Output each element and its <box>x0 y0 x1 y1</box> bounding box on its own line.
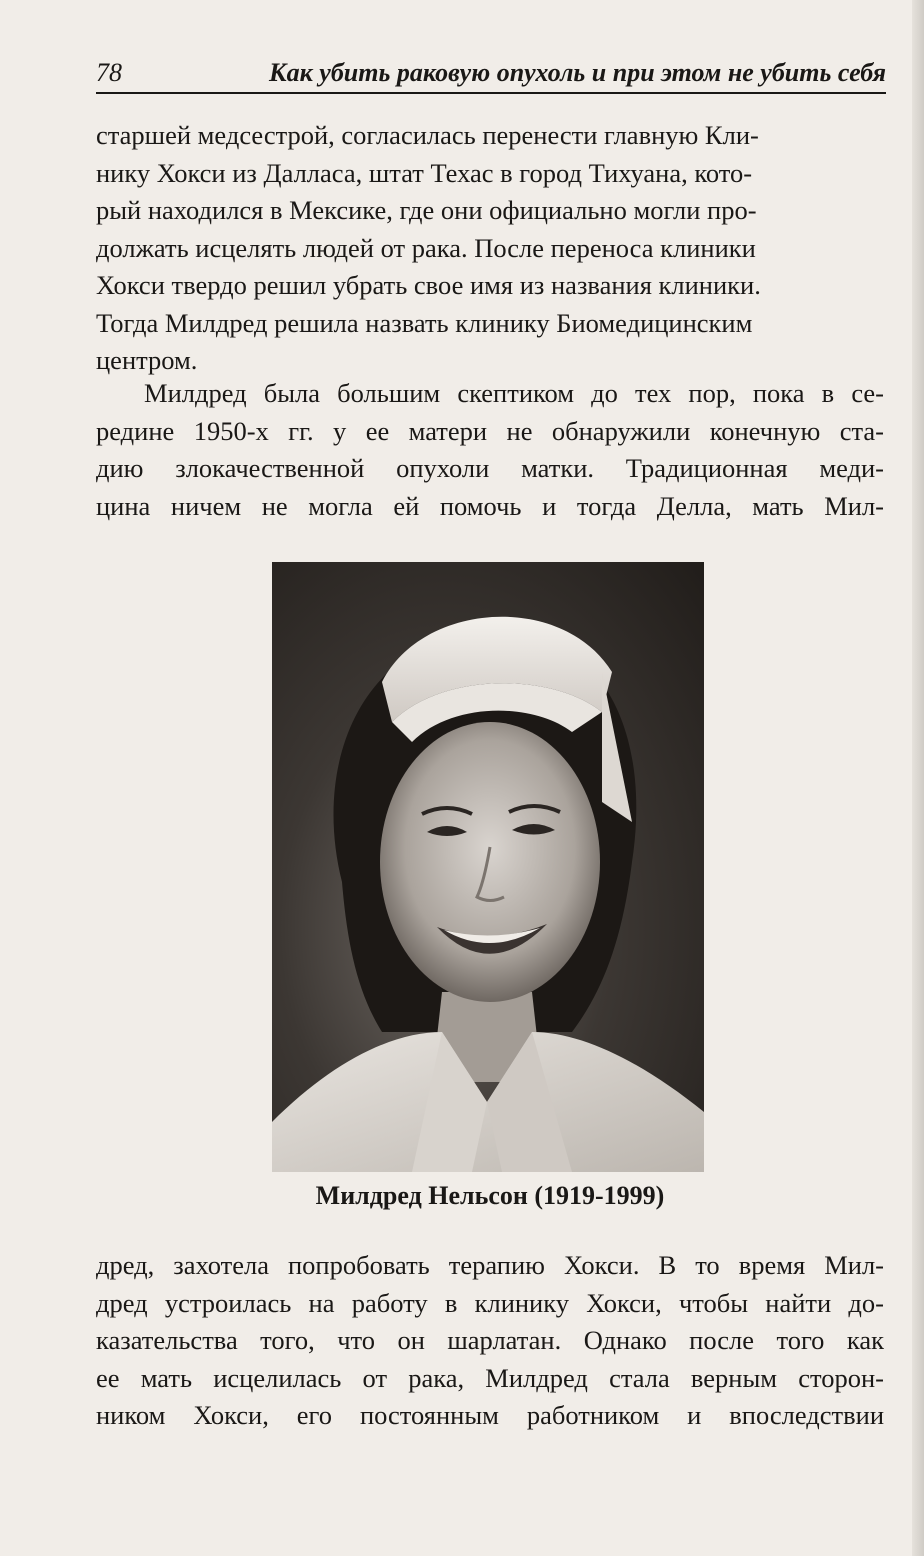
paragraph-1 <box>96 117 884 380</box>
text-line: Милдред была большим скептиком до тех пор, пока в се- <box>144 378 884 408</box>
text-line: Тогда Милдред решила назвать клинику Биомедицинским <box>96 307 753 338</box>
page-number: 78 <box>96 58 122 87</box>
portrait-photo <box>272 562 704 1172</box>
figure-caption: Милдред Нельсон (1919-1999) <box>315 1181 665 1210</box>
text-line: дию злокачественной опухоли матки. Традиционная меди- <box>96 453 884 483</box>
text-line: Хокси твердо решил убрать свое имя из названия клиники. <box>96 270 761 300</box>
portrait-illustration <box>272 562 704 1172</box>
text-line: дред устроилась на работу в клинику Хокси, чтобы найти до- <box>96 1287 884 1318</box>
running-header <box>96 56 886 94</box>
text-line: должать исцелять людей от рака. После переноса клиники <box>96 232 756 263</box>
text-line: цина ничем не могла ей помочь и тогда Делла, мать Мил- <box>96 490 884 521</box>
text-line: дред, захотела попробовать терапию Хокси. В то время Мил- <box>96 1250 884 1280</box>
text-line: рый находился в Мексике, где они официально могли про- <box>96 195 757 225</box>
running-title: Как убить раковую опухоль и при этом не убить себя <box>268 58 886 87</box>
paragraph-3 <box>96 1247 884 1435</box>
text-line: ником Хокси, его постоянным работником и впоследствии <box>96 1400 884 1430</box>
text-line: редине 1950-х гг. у ее матери не обнаружили конечную ста- <box>96 415 884 446</box>
text-line: нику Хокси из Далласа, штат Техас в город Тихуана, кото- <box>96 157 753 188</box>
page-edge <box>912 0 924 1556</box>
text-line: центром. <box>96 345 198 375</box>
text-line: ее мать исцелилась от рака, Милдред стала верным сторон- <box>96 1362 884 1393</box>
paragraph-2 <box>96 375 884 525</box>
text-line: старшей медсестрой, согласилась перенести главную Кли- <box>96 120 759 150</box>
text-line: казательства того, что он шарлатан. Однако после того как <box>96 1325 884 1355</box>
